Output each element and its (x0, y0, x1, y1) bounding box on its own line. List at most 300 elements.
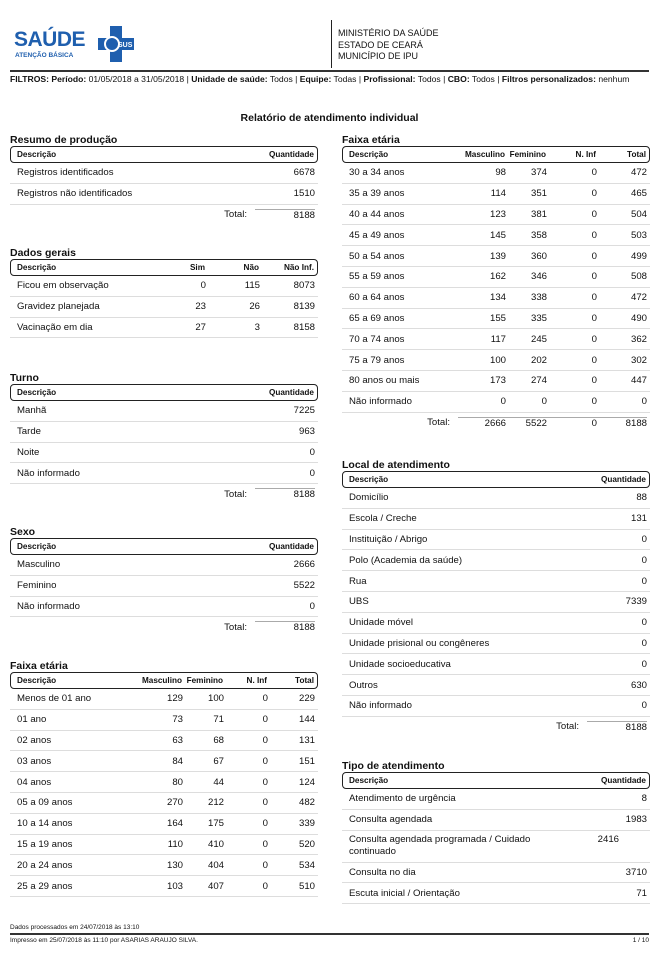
cell-value: 68 (213, 734, 224, 746)
table-row (342, 831, 650, 863)
column-header: Descrição (17, 542, 57, 551)
cell-description: Ficou em observação (17, 280, 109, 292)
total-value: 0 (547, 417, 597, 429)
cell-description: 02 anos (17, 734, 52, 746)
cell-value: 504 (630, 208, 647, 220)
cell-value: 302 (630, 354, 647, 366)
table-row (10, 276, 318, 297)
cell-value: 447 (630, 375, 647, 387)
table-header (10, 146, 318, 163)
section-title: Sexo (10, 526, 36, 538)
cell-description: 75 a 79 anos (349, 354, 405, 366)
cell-description: 80 anos ou mais (349, 375, 420, 387)
cell-value: 145 (489, 229, 506, 241)
table-header (342, 146, 650, 163)
cell-description: Registros identificados (17, 167, 114, 179)
cell-value: 134 (489, 292, 506, 304)
table-row (10, 443, 318, 464)
table-row (342, 392, 650, 413)
filter-value: 01/05/2018 a 31/05/2018 | (86, 74, 192, 84)
table-row (342, 350, 650, 371)
cell-value: 0 (591, 333, 597, 345)
cell-value: 374 (530, 167, 547, 179)
column-header: Descrição (17, 150, 57, 159)
filters-bar (10, 74, 629, 84)
table-row (342, 329, 650, 350)
cell-description: 70 a 74 anos (349, 333, 405, 345)
cell-value: 0 (591, 188, 597, 200)
cell-description: Unidade prisional ou congêneres (349, 637, 490, 649)
cell-value: 115 (244, 280, 260, 292)
cell-value: 0 (541, 396, 547, 408)
cell-description: Domicílio (349, 492, 389, 504)
cell-description: Não informado (349, 700, 412, 712)
column-header: Descrição (17, 676, 57, 685)
filter-value: Todos | (267, 74, 300, 84)
cell-value: 0 (591, 167, 597, 179)
footer (10, 937, 649, 944)
cell-description: Consulta agendada programada / Cuidado continuado (349, 833, 531, 857)
ministry-line: MINISTÉRIO DA SAÚDE (338, 28, 439, 38)
cell-value: 335 (530, 312, 547, 324)
table-row (342, 309, 650, 330)
header-divider (331, 20, 332, 68)
total-label: Total: (427, 417, 450, 429)
section-title: Turno (10, 372, 39, 384)
cell-value: 351 (530, 188, 547, 200)
filter-key: Unidade de saúde: (191, 74, 268, 84)
table-row (10, 401, 318, 422)
esus-logo (14, 28, 133, 64)
cell-value: 7339 (625, 596, 647, 608)
column-header: Descrição (349, 475, 389, 484)
filter-value: Todos | (469, 74, 502, 84)
report-title: Relatório de atendimento individual (240, 112, 419, 124)
cell-value: 71 (636, 887, 647, 899)
municipality-line: MUNICÍPIO DE IPU (338, 51, 419, 61)
cell-description: Unidade móvel (349, 617, 413, 629)
table-header (342, 772, 650, 789)
logo-text: SAÚDE (14, 28, 86, 51)
cell-value: 510 (298, 880, 315, 892)
cell-value: 0 (262, 734, 268, 746)
cell-value: 381 (530, 208, 547, 220)
cell-description: Registros não identificados (17, 188, 133, 200)
table-row (342, 592, 650, 613)
cell-description: 01 ano (17, 714, 47, 726)
cell-value: 0 (309, 467, 315, 479)
cell-value: 1510 (293, 188, 315, 200)
cell-value: 410 (207, 838, 224, 850)
cell-value: 23 (195, 301, 206, 313)
table-row (10, 731, 318, 752)
filter-key: Filtros personalizados: (501, 74, 596, 84)
table-header (342, 471, 650, 488)
cell-value: 123 (489, 208, 506, 220)
table-row (342, 696, 650, 717)
filter-value: Todas | (331, 74, 364, 84)
table-row (10, 463, 318, 484)
section-title: Dados gerais (10, 247, 76, 259)
footer-rule (10, 933, 649, 935)
cell-description: Manhã (17, 405, 47, 417)
cell-value: 88 (636, 492, 647, 504)
cell-description: 30 a 34 anos (349, 167, 405, 179)
section-title: Tipo de atendimento (342, 760, 445, 772)
table-row (342, 613, 650, 634)
ministry-info (338, 28, 439, 63)
total-value: 5522 (506, 417, 547, 429)
cell-value: 245 (530, 333, 547, 345)
cell-value: 339 (298, 818, 315, 830)
table-row (10, 576, 318, 597)
cell-description: 45 a 49 anos (349, 229, 405, 241)
cell-value: 5522 (293, 580, 315, 592)
total-row (10, 484, 318, 504)
table-header (10, 672, 318, 689)
section-dados-gerais (10, 247, 318, 338)
table-row (342, 863, 650, 884)
table-row (10, 689, 318, 710)
cell-value: 0 (500, 396, 506, 408)
total-value: 8188 (255, 621, 315, 633)
cell-value: 362 (630, 333, 647, 345)
column-header: Quantidade (268, 150, 314, 159)
cell-description: Vacinação em dia (17, 321, 93, 333)
cell-description: 35 a 39 anos (349, 188, 405, 200)
column-header: Total (627, 150, 646, 159)
section-title: Faixa etária (10, 660, 68, 672)
section-faixa-etaria-2 (342, 134, 650, 433)
cell-value: 0 (641, 617, 647, 629)
cell-description: Menos de 01 ano (17, 693, 92, 705)
total-row (10, 617, 318, 637)
cell-value: 0 (262, 755, 268, 767)
cell-value: 63 (172, 734, 183, 746)
table-row (10, 814, 318, 835)
cell-value: 0 (262, 838, 268, 850)
cell-value: 173 (489, 375, 506, 387)
cell-value: 164 (166, 818, 183, 830)
cell-description: Outros (349, 679, 378, 691)
cell-value: 26 (249, 301, 260, 313)
cell-value: 2666 (293, 559, 315, 571)
cell-description: 15 a 19 anos (17, 838, 73, 850)
total-label: Total: (224, 621, 247, 633)
table-header (10, 259, 318, 276)
cell-value: 499 (630, 250, 647, 262)
cell-description: 10 a 14 anos (17, 818, 73, 830)
cell-value: 0 (641, 554, 647, 566)
table-row (342, 184, 650, 205)
table-row (10, 318, 318, 339)
cell-value: 0 (200, 280, 206, 292)
cell-value: 162 (489, 271, 506, 283)
column-header: Masculino (464, 150, 505, 159)
cell-description: Não informado (17, 600, 80, 612)
section-tipo-atendimento (342, 760, 650, 904)
cell-value: 129 (166, 693, 183, 705)
column-header: Descrição (349, 776, 389, 785)
cell-value: 3710 (625, 866, 647, 878)
cell-description: 65 a 69 anos (349, 312, 405, 324)
column-header: Não (243, 263, 259, 272)
cell-description: 55 a 59 anos (349, 271, 405, 283)
cell-value: 0 (262, 714, 268, 726)
column-header: Sim (189, 263, 205, 272)
printed-info: Impresso em 25/07/2018 às 11:10 por ASARIAS ARAUJO SILVA. (10, 937, 198, 944)
cell-value: 465 (630, 188, 647, 200)
column-header: Quantidade (600, 776, 646, 785)
table-row (342, 550, 650, 571)
total-value: 8188 (255, 209, 315, 221)
table-row (342, 246, 650, 267)
table-row (342, 634, 650, 655)
section-resumo-producao (10, 134, 318, 225)
cell-value: 0 (591, 229, 597, 241)
state-line: ESTADO DE CEARÁ (338, 39, 423, 50)
cell-description: Tarde (17, 426, 41, 438)
cell-value: 360 (530, 250, 547, 262)
cell-value: 0 (641, 533, 647, 545)
cell-description: Noite (17, 446, 40, 458)
cell-value: 151 (298, 755, 315, 767)
cell-value: 8 (641, 793, 647, 805)
cell-value: 8073 (293, 280, 315, 292)
cell-description: 40 a 44 anos (349, 208, 405, 220)
total-value: 8188 (597, 417, 647, 429)
cell-value: 144 (298, 714, 315, 726)
cell-description: Feminino (17, 580, 57, 592)
cell-value: 0 (262, 797, 268, 809)
cell-value: 346 (530, 271, 547, 283)
cell-value: 1983 (625, 814, 647, 826)
table-row (10, 422, 318, 443)
filter-value: nenhum (595, 74, 630, 84)
column-header: Total (295, 676, 314, 685)
cell-value: 520 (298, 838, 315, 850)
column-header: Descrição (17, 263, 57, 272)
cell-description: Consulta agendada (349, 814, 433, 826)
cell-value: 131 (298, 734, 315, 746)
column-header: Quantidade (268, 542, 314, 551)
svg-text:SUS: SUS (118, 42, 133, 49)
table-row (10, 876, 318, 897)
table-row (342, 571, 650, 592)
cell-value: 0 (262, 693, 268, 705)
cell-value: 270 (166, 797, 183, 809)
cell-description: Escuta inicial / Orientação (349, 887, 460, 899)
cell-value: 124 (298, 776, 315, 788)
cell-value: 114 (490, 188, 506, 200)
total-row (342, 413, 650, 433)
cell-value: 71 (213, 714, 224, 726)
cell-value: 0 (591, 312, 597, 324)
column-header: Masculino (141, 676, 182, 685)
table-row (342, 205, 650, 226)
cell-value: 175 (207, 818, 224, 830)
total-value: 2666 (458, 417, 506, 429)
cell-value: 6678 (293, 167, 315, 179)
cell-value: 67 (213, 755, 224, 767)
table-row (10, 184, 318, 205)
table-row (342, 789, 650, 810)
cell-description: 03 anos (17, 755, 52, 767)
table-row (10, 710, 318, 731)
cell-description: Instituição / Abrigo (349, 533, 428, 545)
table-row (10, 835, 318, 856)
header-rule (10, 70, 649, 72)
cell-value: 0 (591, 292, 597, 304)
cell-description: Polo (Academia da saúde) (349, 554, 463, 566)
cell-value: 0 (262, 859, 268, 871)
cell-description: 05 a 09 anos (17, 797, 73, 809)
cell-value: 100 (489, 354, 506, 366)
cell-value: 155 (489, 312, 506, 324)
cell-value: 963 (298, 426, 315, 438)
cell-description: Não informado (349, 396, 412, 408)
cell-description: Escola / Creche (349, 513, 417, 525)
cell-value: 3 (254, 321, 260, 333)
cell-description: Unidade socioeducativa (349, 658, 451, 670)
cell-value: 73 (172, 714, 183, 726)
filter-key: Equipe: (299, 74, 332, 84)
processed-date: Dados processados em 24/07/2018 às 13:10 (10, 924, 140, 931)
cell-value: 0 (641, 637, 647, 649)
total-value: 8188 (255, 488, 315, 500)
total-label: Total: (224, 209, 247, 221)
cell-value: 274 (530, 375, 547, 387)
cell-value: 404 (207, 859, 224, 871)
column-header: N. Inf (246, 676, 267, 685)
section-title: Resumo de produção (10, 134, 118, 146)
column-header: Não Inf. (283, 263, 314, 272)
cell-value: 472 (630, 167, 647, 179)
cell-value: 0 (262, 880, 268, 892)
table-row (342, 509, 650, 530)
cell-value: 2416 (597, 833, 619, 845)
section-turno (10, 372, 318, 504)
table-row (342, 675, 650, 696)
cell-value: 503 (630, 229, 647, 241)
column-header: Quantidade (600, 475, 646, 484)
table-row (342, 488, 650, 509)
cell-value: 84 (172, 755, 183, 767)
table-row (342, 883, 650, 904)
esus-cross-icon (98, 26, 134, 62)
cell-value: 131 (630, 513, 647, 525)
total-label: Total: (224, 488, 247, 500)
section-local-atendimento (342, 459, 650, 737)
filter-key: FILTROS: Período: (10, 74, 87, 84)
cell-value: 0 (262, 776, 268, 788)
column-header: Feminino (186, 676, 223, 685)
cell-value: 130 (166, 859, 183, 871)
table-row (342, 225, 650, 246)
filter-key: Profissional: (363, 74, 416, 84)
cell-value: 508 (630, 271, 647, 283)
cell-value: 202 (530, 354, 547, 366)
cell-value: 338 (530, 292, 547, 304)
cell-value: 472 (630, 292, 647, 304)
cell-value: 0 (641, 658, 647, 670)
cell-value: 0 (262, 818, 268, 830)
cell-description: Consulta no dia (349, 866, 416, 878)
cell-description: 04 anos (17, 776, 52, 788)
cell-value: 44 (213, 776, 224, 788)
table-row (342, 810, 650, 831)
page-number: 1 / 10 (632, 937, 649, 944)
cell-value: 0 (309, 600, 315, 612)
table-row (342, 163, 650, 184)
table-row (342, 654, 650, 675)
cell-value: 212 (207, 797, 224, 809)
column-header: Descrição (349, 150, 389, 159)
cell-value: 139 (489, 250, 506, 262)
cell-value: 80 (172, 776, 183, 788)
table-row (342, 267, 650, 288)
cell-value: 0 (591, 396, 597, 408)
cell-value: 407 (207, 880, 224, 892)
cell-value: 490 (630, 312, 647, 324)
column-header: Feminino (509, 150, 546, 159)
cell-value: 98 (495, 167, 506, 179)
cell-description: Gravidez planejada (17, 301, 100, 313)
table-row (10, 751, 318, 772)
cell-value: 100 (207, 693, 224, 705)
filter-value: Todos | (415, 74, 448, 84)
cell-value: 103 (166, 880, 183, 892)
cell-value: 0 (591, 250, 597, 262)
cell-value: 0 (591, 354, 597, 366)
cell-description: 50 a 54 anos (349, 250, 405, 262)
total-row (10, 205, 318, 225)
table-row (10, 793, 318, 814)
table-header (10, 538, 318, 555)
cell-description: Rua (349, 575, 367, 587)
table-header (10, 384, 318, 401)
cell-description: 60 a 64 anos (349, 292, 405, 304)
cell-description: Atendimento de urgência (349, 793, 456, 805)
cell-value: 110 (167, 838, 183, 850)
cell-value: 358 (530, 229, 547, 241)
logo-subtitle: ATENÇÃO BÁSICA (15, 52, 74, 59)
section-faixa-etaria-1 (10, 660, 318, 897)
cell-value: 229 (298, 693, 315, 705)
section-title: Local de atendimento (342, 459, 450, 471)
table-row (10, 772, 318, 793)
column-header: Quantidade (268, 388, 314, 397)
section-sexo (10, 526, 318, 637)
filter-key: CBO: (447, 74, 470, 84)
cell-value: 8139 (293, 301, 315, 313)
table-row (342, 530, 650, 551)
cell-value: 8158 (293, 321, 315, 333)
total-value: 8188 (587, 721, 647, 733)
table-row (342, 371, 650, 392)
cell-value: 0 (641, 575, 647, 587)
column-header: Descrição (17, 388, 57, 397)
cell-value: 117 (490, 333, 506, 345)
cell-value: 0 (309, 446, 315, 458)
cell-description: UBS (349, 596, 369, 608)
cell-description: Não informado (17, 467, 80, 479)
table-row (10, 555, 318, 576)
section-title: Faixa etária (342, 134, 400, 146)
cell-value: 27 (195, 321, 206, 333)
cell-value: 630 (630, 679, 647, 691)
cell-value: 482 (298, 797, 315, 809)
